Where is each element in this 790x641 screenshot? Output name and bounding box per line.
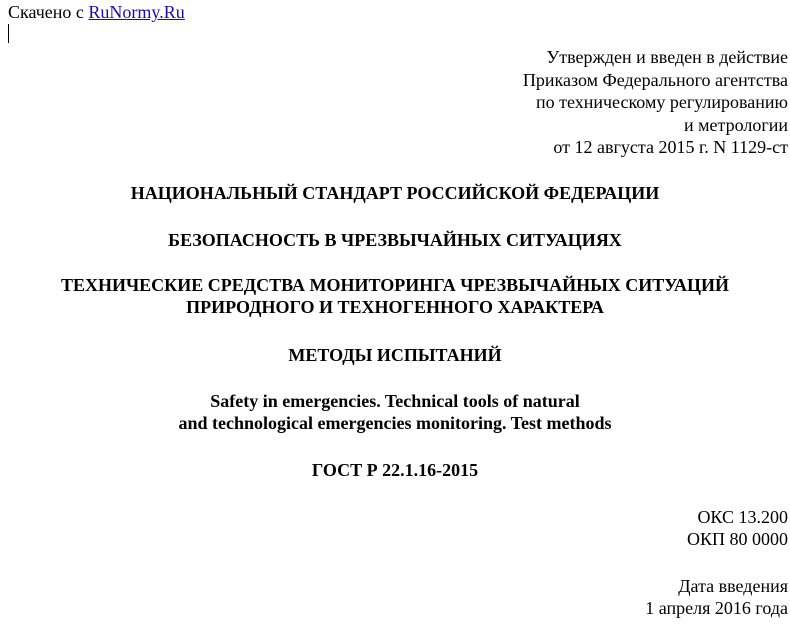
approval-line: по техническому регулированию bbox=[535, 92, 788, 112]
approval-block bbox=[523, 46, 788, 159]
national-standard-title: НАЦИОНАЛЬНЫЙ СТАНДАРТ РОССИЙСКОЙ ФЕДЕРАЦИИ bbox=[130, 183, 660, 203]
runormy-link[interactable]: RuNormy.Ru bbox=[88, 2, 185, 22]
english-title bbox=[0, 390, 790, 434]
okp-code: ОКП 80 0000 bbox=[686, 529, 788, 549]
approval-line: от 12 августа 2015 г. N 1129-ст bbox=[553, 137, 788, 157]
technical-title bbox=[0, 274, 790, 318]
classification-codes bbox=[687, 506, 788, 550]
approval-line: и метрологии bbox=[684, 114, 788, 135]
download-source-line bbox=[8, 1, 185, 23]
approval-line: Приказом Федерального агентства bbox=[522, 69, 788, 90]
introduction-date: 1 апреля 2016 года bbox=[645, 598, 788, 618]
english-title-line: and technological emergencies monitoring. Test methods bbox=[178, 413, 612, 433]
download-prefix: Скачено с bbox=[8, 2, 89, 22]
text-cursor bbox=[8, 24, 9, 43]
technical-title-line: ПРИРОДНОГО И ТЕХНОГЕННОГО ХАРАКТЕРА bbox=[186, 297, 604, 317]
gost-number: ГОСТ Р 22.1.16-2015 bbox=[311, 460, 479, 480]
introduction-label: Дата введения bbox=[678, 576, 788, 596]
technical-title-line: ТЕХНИЧЕСКИЕ СРЕДСТВА МОНИТОРИНГА ЧРЕЗВЫЧАЙНЫХ СИТУАЦИЙ bbox=[60, 275, 730, 295]
safety-title: БЕЗОПАСНОСТЬ В ЧРЕЗВЫЧАЙНЫХ СИТУАЦИЯХ bbox=[168, 230, 622, 250]
approval-line: Утвержден и введен в действие bbox=[546, 47, 788, 67]
english-title-line: Safety in emergencies. Technical tools of natural bbox=[210, 391, 580, 411]
introduction-date-block bbox=[645, 575, 788, 619]
methods-title: МЕТОДЫ ИСПЫТАНИЙ bbox=[288, 345, 502, 365]
oks-code: ОКС 13.200 bbox=[697, 507, 788, 527]
